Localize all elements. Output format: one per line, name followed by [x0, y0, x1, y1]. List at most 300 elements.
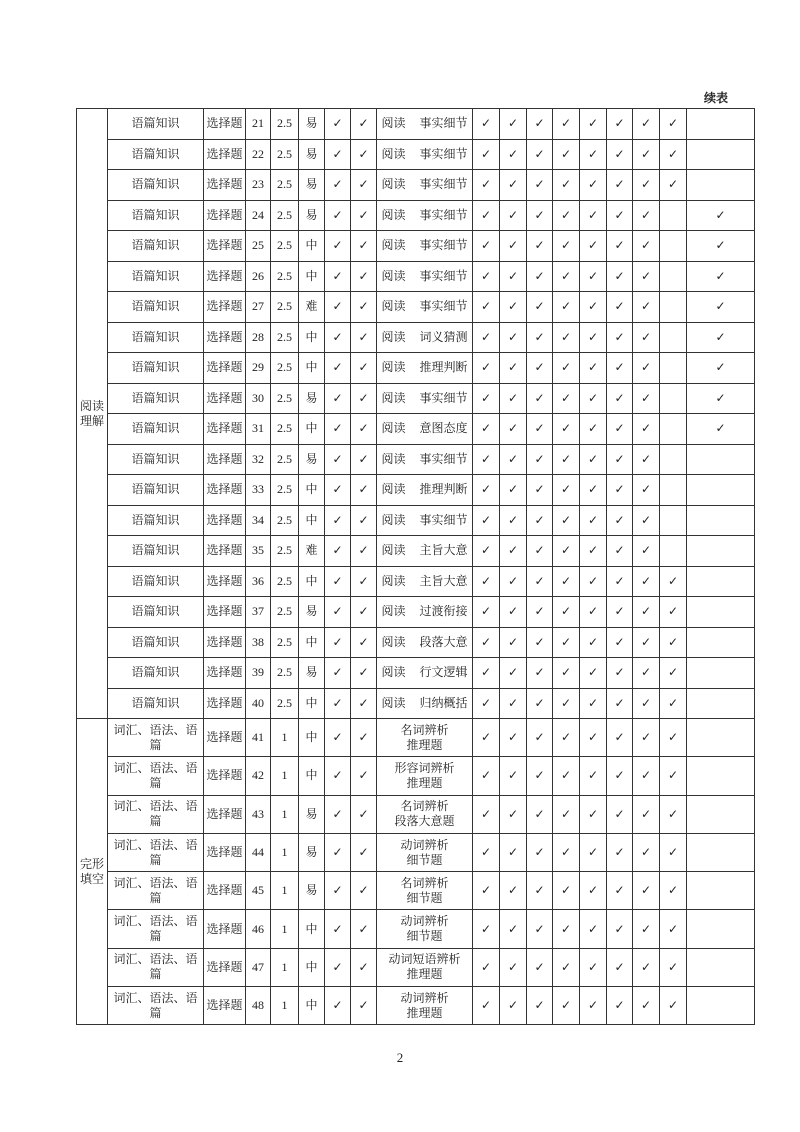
- question-number-cell: 45: [246, 872, 271, 910]
- check-mark-icon: ✓: [633, 353, 660, 384]
- difficulty-cell: 中: [299, 688, 325, 719]
- check-mark-icon: ✓: [607, 414, 633, 445]
- check-mark-icon: ✓: [351, 536, 377, 567]
- difficulty-cell: 中: [299, 910, 325, 948]
- check-mark-icon: ✓: [527, 475, 553, 506]
- check-mark-icon: ✓: [325, 322, 351, 353]
- skill-cell: [377, 292, 473, 323]
- table-row: [77, 688, 755, 719]
- question-number-cell: 32: [246, 444, 271, 475]
- check-mark-icon: ✓: [500, 658, 527, 689]
- check-mark-icon: ✓: [351, 353, 377, 384]
- check-mark-icon: ✓: [325, 566, 351, 597]
- question-type-cell: 选择题: [204, 948, 246, 986]
- check-mark-icon: ✓: [325, 353, 351, 384]
- question-type-cell: 选择题: [204, 536, 246, 567]
- check-mark-icon: ✓: [633, 987, 660, 1025]
- check-mark-icon: ✓: [500, 353, 527, 384]
- empty-cell: [687, 833, 755, 871]
- check-mark-icon: ✓: [553, 170, 580, 201]
- skill-cell: [377, 444, 473, 475]
- empty-cell: [660, 353, 687, 384]
- score-cell: 2.5: [271, 536, 299, 567]
- skill-primary: 名词辨析: [400, 722, 449, 737]
- table-row: [77, 231, 755, 262]
- skill-cell: [377, 383, 473, 414]
- check-mark-icon: ✓: [607, 200, 633, 231]
- table-row: [77, 833, 755, 871]
- skill-secondary: 推理判断: [419, 360, 468, 375]
- skill-secondary: 事实细节: [419, 268, 468, 283]
- check-mark-icon: ✓: [473, 597, 500, 628]
- question-number-cell: 38: [246, 627, 271, 658]
- skill-cell: [377, 170, 473, 201]
- check-mark-icon: ✓: [553, 200, 580, 231]
- question-number-cell: 23: [246, 170, 271, 201]
- table-row: [77, 414, 755, 445]
- difficulty-cell: 中: [299, 261, 325, 292]
- question-type-cell: 选择题: [204, 444, 246, 475]
- question-type-cell: 选择题: [204, 688, 246, 719]
- check-mark-icon: ✓: [660, 948, 687, 986]
- question-type-cell: 选择题: [204, 566, 246, 597]
- check-mark-icon: ✓: [527, 200, 553, 231]
- table-row: [77, 109, 755, 140]
- check-mark-icon: ✓: [580, 597, 607, 628]
- check-mark-icon: ✓: [473, 872, 500, 910]
- content-cell: 语篇知识: [108, 200, 204, 231]
- skill-secondary: 事实细节: [419, 238, 468, 253]
- difficulty-cell: 易: [299, 872, 325, 910]
- score-cell: 2.5: [271, 383, 299, 414]
- check-mark-icon: ✓: [500, 261, 527, 292]
- check-mark-icon: ✓: [500, 383, 527, 414]
- check-mark-icon: ✓: [660, 872, 687, 910]
- check-mark-icon: ✓: [580, 383, 607, 414]
- check-mark-icon: ✓: [473, 139, 500, 170]
- check-mark-icon: ✓: [351, 627, 377, 658]
- content-cell: 语篇知识: [108, 139, 204, 170]
- question-number-cell: 33: [246, 475, 271, 506]
- question-type-cell: 选择题: [204, 757, 246, 795]
- content-cell: 语篇知识: [108, 322, 204, 353]
- question-number-cell: 34: [246, 505, 271, 536]
- check-mark-icon: ✓: [527, 139, 553, 170]
- score-cell: 2.5: [271, 109, 299, 140]
- check-mark-icon: ✓: [607, 475, 633, 506]
- skill-cell: [377, 109, 473, 140]
- check-mark-icon: ✓: [553, 872, 580, 910]
- check-mark-icon: ✓: [553, 109, 580, 140]
- check-mark-icon: ✓: [473, 757, 500, 795]
- check-mark-icon: ✓: [553, 910, 580, 948]
- empty-cell: [660, 505, 687, 536]
- skill-cell: [377, 139, 473, 170]
- skill-cell: [377, 536, 473, 567]
- check-mark-icon: ✓: [553, 414, 580, 445]
- table-row: [77, 597, 755, 628]
- check-mark-icon: ✓: [527, 414, 553, 445]
- check-mark-icon: ✓: [527, 872, 553, 910]
- difficulty-cell: 易: [299, 597, 325, 628]
- check-mark-icon: ✓: [580, 948, 607, 986]
- check-mark-icon: ✓: [580, 170, 607, 201]
- check-mark-icon: ✓: [580, 261, 607, 292]
- check-mark-icon: ✓: [351, 322, 377, 353]
- question-number-cell: 39: [246, 658, 271, 689]
- skill-primary: 阅读: [381, 482, 406, 497]
- check-mark-icon: ✓: [527, 536, 553, 567]
- check-mark-icon: ✓: [500, 688, 527, 719]
- check-mark-icon: ✓: [325, 688, 351, 719]
- difficulty-cell: 中: [299, 505, 325, 536]
- skill-cell: [377, 910, 473, 948]
- check-mark-icon: ✓: [500, 444, 527, 475]
- check-mark-icon: ✓: [660, 139, 687, 170]
- question-type-cell: 选择题: [204, 833, 246, 871]
- check-mark-icon: ✓: [580, 414, 607, 445]
- content-cell: 语篇知识: [108, 658, 204, 689]
- check-mark-icon: ✓: [633, 322, 660, 353]
- skill-secondary: 事实细节: [419, 451, 468, 466]
- empty-cell: [687, 719, 755, 757]
- skill-primary: 阅读: [381, 512, 406, 527]
- table-row: [77, 795, 755, 833]
- difficulty-cell: 中: [299, 231, 325, 262]
- check-mark-icon: ✓: [325, 795, 351, 833]
- skill-secondary: 事实细节: [419, 177, 468, 192]
- check-mark-icon: ✓: [580, 833, 607, 871]
- table-row: [77, 139, 755, 170]
- check-mark-icon: ✓: [500, 139, 527, 170]
- check-mark-icon: ✓: [527, 757, 553, 795]
- check-mark-icon: ✓: [473, 414, 500, 445]
- table-row: [77, 948, 755, 986]
- check-mark-icon: ✓: [325, 872, 351, 910]
- difficulty-cell: 中: [299, 757, 325, 795]
- empty-cell: [660, 475, 687, 506]
- skill-primary: 阅读: [381, 177, 406, 192]
- question-number-cell: 25: [246, 231, 271, 262]
- check-mark-icon: ✓: [500, 200, 527, 231]
- skill-secondary: 主旨大意: [419, 543, 468, 558]
- skill-secondary: 段落大意: [419, 634, 468, 649]
- score-cell: 1: [271, 719, 299, 757]
- empty-cell: [687, 688, 755, 719]
- check-mark-icon: ✓: [553, 322, 580, 353]
- check-mark-icon: ✓: [527, 505, 553, 536]
- check-mark-icon: ✓: [553, 536, 580, 567]
- check-mark-icon: ✓: [473, 292, 500, 323]
- check-mark-icon: ✓: [351, 200, 377, 231]
- check-mark-icon: ✓: [633, 109, 660, 140]
- check-mark-icon: ✓: [633, 948, 660, 986]
- difficulty-cell: 中: [299, 475, 325, 506]
- check-mark-icon: ✓: [580, 566, 607, 597]
- empty-cell: [687, 910, 755, 948]
- skill-cell: [377, 833, 473, 871]
- check-mark-icon: ✓: [553, 795, 580, 833]
- check-mark-icon: ✓: [553, 261, 580, 292]
- question-number-cell: 26: [246, 261, 271, 292]
- check-mark-icon: ✓: [325, 948, 351, 986]
- check-mark-icon: ✓: [553, 627, 580, 658]
- check-mark-icon: ✓: [351, 139, 377, 170]
- check-mark-icon: ✓: [500, 505, 527, 536]
- skill-secondary: 意图态度: [419, 421, 468, 436]
- check-mark-icon: ✓: [473, 200, 500, 231]
- check-mark-icon: ✓: [607, 948, 633, 986]
- check-mark-icon: ✓: [607, 627, 633, 658]
- question-number-cell: 35: [246, 536, 271, 567]
- check-mark-icon: ✓: [351, 383, 377, 414]
- check-mark-icon: ✓: [325, 536, 351, 567]
- check-mark-icon: ✓: [500, 757, 527, 795]
- check-mark-icon: ✓: [473, 536, 500, 567]
- skill-secondary: 事实细节: [419, 512, 468, 527]
- skill-cell: [377, 719, 473, 757]
- empty-cell: [687, 948, 755, 986]
- check-mark-icon: ✓: [607, 139, 633, 170]
- table-row: [77, 872, 755, 910]
- check-mark-icon: ✓: [607, 910, 633, 948]
- empty-cell: [660, 536, 687, 567]
- check-mark-icon: ✓: [527, 292, 553, 323]
- content-cell: 语篇知识: [108, 475, 204, 506]
- check-mark-icon: ✓: [633, 833, 660, 871]
- check-mark-icon: ✓: [580, 987, 607, 1025]
- skill-cell: [377, 475, 473, 506]
- check-mark-icon: ✓: [473, 353, 500, 384]
- table-row: [77, 566, 755, 597]
- empty-cell: [660, 414, 687, 445]
- check-mark-icon: ✓: [580, 200, 607, 231]
- skill-secondary: 词义猜测: [419, 329, 468, 344]
- check-mark-icon: ✓: [325, 444, 351, 475]
- content-cell: 词汇、语法、语篇: [108, 719, 204, 757]
- skill-primary: 名词辨析: [400, 875, 449, 890]
- difficulty-cell: 易: [299, 170, 325, 201]
- empty-cell: [687, 536, 755, 567]
- check-mark-icon: ✓: [527, 795, 553, 833]
- check-mark-icon: ✓: [633, 139, 660, 170]
- question-type-cell: 选择题: [204, 200, 246, 231]
- check-mark-icon: ✓: [325, 833, 351, 871]
- check-mark-icon: ✓: [473, 719, 500, 757]
- skill-primary: 阅读: [381, 573, 406, 588]
- check-mark-icon: ✓: [633, 757, 660, 795]
- empty-cell: [687, 109, 755, 140]
- table-row: [77, 322, 755, 353]
- check-mark-icon: ✓: [473, 109, 500, 140]
- content-cell: 词汇、语法、语篇: [108, 872, 204, 910]
- skill-secondary: 事实细节: [419, 390, 468, 405]
- check-mark-icon: ✓: [607, 597, 633, 628]
- score-cell: 2.5: [271, 353, 299, 384]
- question-type-cell: 选择题: [204, 719, 246, 757]
- skill-secondary: 细节题: [406, 890, 443, 905]
- skill-primary: 阅读: [381, 543, 406, 558]
- check-mark-icon: ✓: [687, 353, 755, 384]
- question-number-cell: 37: [246, 597, 271, 628]
- check-mark-icon: ✓: [473, 444, 500, 475]
- check-mark-icon: ✓: [351, 414, 377, 445]
- check-mark-icon: ✓: [580, 231, 607, 262]
- difficulty-cell: 中: [299, 353, 325, 384]
- question-number-cell: 36: [246, 566, 271, 597]
- check-mark-icon: ✓: [527, 987, 553, 1025]
- question-number-cell: 40: [246, 688, 271, 719]
- check-mark-icon: ✓: [351, 231, 377, 262]
- check-mark-icon: ✓: [633, 719, 660, 757]
- check-mark-icon: ✓: [351, 833, 377, 871]
- section-name: 完形 填空: [77, 719, 108, 1025]
- empty-cell: [660, 261, 687, 292]
- check-mark-icon: ✓: [527, 383, 553, 414]
- score-cell: 2.5: [271, 688, 299, 719]
- check-mark-icon: ✓: [325, 658, 351, 689]
- difficulty-cell: 中: [299, 948, 325, 986]
- skill-cell: [377, 688, 473, 719]
- content-cell: 词汇、语法、语篇: [108, 795, 204, 833]
- check-mark-icon: ✓: [580, 353, 607, 384]
- skill-cell: [377, 505, 473, 536]
- score-cell: 2.5: [271, 170, 299, 201]
- check-mark-icon: ✓: [351, 987, 377, 1025]
- check-mark-icon: ✓: [660, 688, 687, 719]
- skill-secondary: 推理题: [406, 967, 443, 982]
- check-mark-icon: ✓: [527, 948, 553, 986]
- skill-primary: 阅读: [381, 634, 406, 649]
- empty-cell: [687, 505, 755, 536]
- table-row: [77, 987, 755, 1025]
- empty-cell: [687, 757, 755, 795]
- skill-cell: [377, 872, 473, 910]
- check-mark-icon: ✓: [351, 597, 377, 628]
- check-mark-icon: ✓: [553, 444, 580, 475]
- skill-primary: 阅读: [381, 207, 406, 222]
- check-mark-icon: ✓: [500, 597, 527, 628]
- question-number-cell: 41: [246, 719, 271, 757]
- skill-primary: 阅读: [381, 116, 406, 131]
- check-mark-icon: ✓: [500, 872, 527, 910]
- score-cell: 2.5: [271, 627, 299, 658]
- check-mark-icon: ✓: [325, 414, 351, 445]
- skill-secondary: 主旨大意: [419, 573, 468, 588]
- score-cell: 2.5: [271, 292, 299, 323]
- spec-table: [76, 108, 755, 1025]
- check-mark-icon: ✓: [607, 757, 633, 795]
- check-mark-icon: ✓: [633, 231, 660, 262]
- check-mark-icon: ✓: [607, 322, 633, 353]
- check-mark-icon: ✓: [607, 109, 633, 140]
- check-mark-icon: ✓: [500, 795, 527, 833]
- check-mark-icon: ✓: [351, 795, 377, 833]
- check-mark-icon: ✓: [607, 170, 633, 201]
- check-mark-icon: ✓: [607, 833, 633, 871]
- check-mark-icon: ✓: [687, 200, 755, 231]
- score-cell: 2.5: [271, 139, 299, 170]
- check-mark-icon: ✓: [527, 658, 553, 689]
- check-mark-icon: ✓: [351, 170, 377, 201]
- content-cell: 词汇、语法、语篇: [108, 757, 204, 795]
- check-mark-icon: ✓: [500, 292, 527, 323]
- empty-cell: [687, 475, 755, 506]
- check-mark-icon: ✓: [607, 795, 633, 833]
- difficulty-cell: 中: [299, 987, 325, 1025]
- difficulty-cell: 难: [299, 292, 325, 323]
- empty-cell: [660, 200, 687, 231]
- check-mark-icon: ✓: [607, 872, 633, 910]
- skill-primary: 阅读: [381, 238, 406, 253]
- check-mark-icon: ✓: [607, 353, 633, 384]
- check-mark-icon: ✓: [527, 910, 553, 948]
- difficulty-cell: 易: [299, 833, 325, 871]
- difficulty-cell: 中: [299, 414, 325, 445]
- check-mark-icon: ✓: [607, 566, 633, 597]
- empty-cell: [660, 292, 687, 323]
- skill-cell: [377, 658, 473, 689]
- score-cell: 2.5: [271, 475, 299, 506]
- table-row: [77, 627, 755, 658]
- empty-cell: [687, 597, 755, 628]
- skill-secondary: 事实细节: [419, 146, 468, 161]
- check-mark-icon: ✓: [633, 170, 660, 201]
- question-type-cell: 选择题: [204, 475, 246, 506]
- check-mark-icon: ✓: [553, 833, 580, 871]
- difficulty-cell: 易: [299, 200, 325, 231]
- table-row: [77, 505, 755, 536]
- content-cell: 语篇知识: [108, 261, 204, 292]
- check-mark-icon: ✓: [325, 231, 351, 262]
- score-cell: 2.5: [271, 261, 299, 292]
- difficulty-cell: 中: [299, 566, 325, 597]
- check-mark-icon: ✓: [580, 475, 607, 506]
- check-mark-icon: ✓: [553, 475, 580, 506]
- check-mark-icon: ✓: [553, 231, 580, 262]
- skill-cell: [377, 200, 473, 231]
- score-cell: 2.5: [271, 231, 299, 262]
- content-cell: 语篇知识: [108, 170, 204, 201]
- question-number-cell: 21: [246, 109, 271, 140]
- question-type-cell: 选择题: [204, 109, 246, 140]
- question-type-cell: 选择题: [204, 414, 246, 445]
- question-type-cell: 选择题: [204, 139, 246, 170]
- table-row: [77, 292, 755, 323]
- check-mark-icon: ✓: [553, 658, 580, 689]
- check-mark-icon: ✓: [473, 231, 500, 262]
- check-mark-icon: ✓: [580, 688, 607, 719]
- check-mark-icon: ✓: [351, 261, 377, 292]
- check-mark-icon: ✓: [351, 872, 377, 910]
- check-mark-icon: ✓: [527, 109, 553, 140]
- skill-primary: 阅读: [381, 451, 406, 466]
- check-mark-icon: ✓: [580, 757, 607, 795]
- check-mark-icon: ✓: [473, 795, 500, 833]
- question-type-cell: 选择题: [204, 627, 246, 658]
- check-mark-icon: ✓: [633, 383, 660, 414]
- content-cell: 语篇知识: [108, 383, 204, 414]
- score-cell: 1: [271, 987, 299, 1025]
- check-mark-icon: ✓: [633, 200, 660, 231]
- empty-cell: [660, 444, 687, 475]
- check-mark-icon: ✓: [325, 200, 351, 231]
- check-mark-icon: ✓: [607, 505, 633, 536]
- table-row: [77, 757, 755, 795]
- score-cell: 2.5: [271, 414, 299, 445]
- check-mark-icon: ✓: [660, 170, 687, 201]
- table-row: [77, 444, 755, 475]
